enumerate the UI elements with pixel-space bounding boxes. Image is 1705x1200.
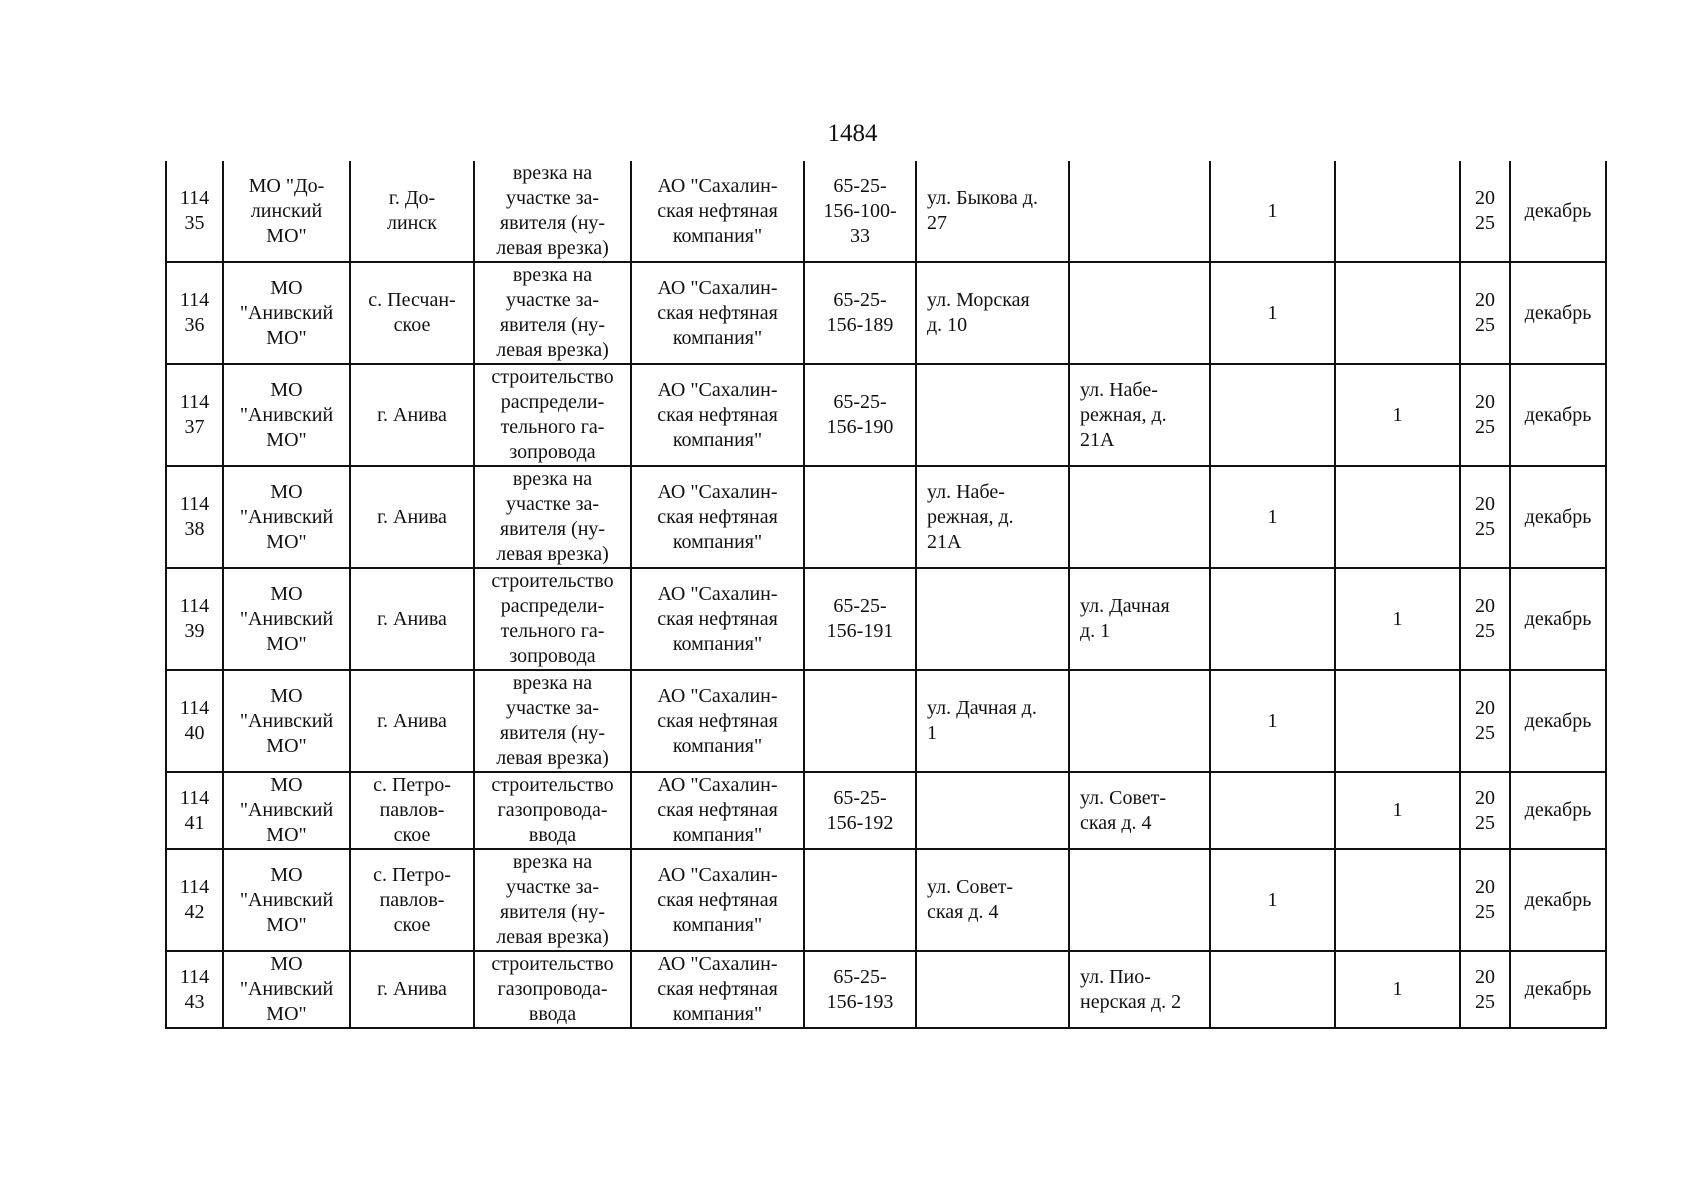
cell-address-a — [916, 772, 1069, 849]
cell-record-number — [166, 466, 223, 568]
cell-month — [1510, 670, 1606, 772]
cell-settlement — [350, 466, 474, 568]
cell-quantity-b-text: 1 — [1392, 403, 1403, 426]
cell-organization-text: АО "Сахалин- ская нефтяная компания" — [657, 582, 778, 655]
cell-address-a — [916, 849, 1069, 951]
cell-settlement-text: г. До- линск — [387, 187, 437, 234]
cell-month-text: декабрь — [1524, 505, 1592, 528]
cell-quantity-a-text: 1 — [1267, 505, 1278, 528]
cell-address-b — [1069, 849, 1210, 951]
cell-year — [1460, 568, 1510, 670]
cell-quantity-a-text: 1 — [1267, 199, 1278, 222]
cell-object-code-text: 65-25- 156-189 — [826, 289, 894, 336]
cell-record-number-text: 114 38 — [179, 493, 210, 540]
cell-quantity-a-text: 1 — [1267, 709, 1278, 732]
cell-municipality — [223, 161, 350, 262]
cell-month-text: декабрь — [1524, 978, 1592, 1000]
cell-record-number — [166, 772, 223, 849]
cell-organization-text: АО "Сахалин- ская нефтяная компания" — [657, 684, 778, 757]
cell-quantity-a — [1210, 364, 1335, 466]
cell-organization — [631, 466, 804, 568]
cell-work-type-text: врезка на участке за- явителя (ну- левая врезка) — [496, 162, 609, 259]
cell-record-number-text: 114 43 — [179, 965, 210, 1013]
table-row — [166, 161, 1606, 262]
cell-month-text: декабрь — [1524, 607, 1592, 630]
cell-month — [1510, 849, 1606, 951]
cell-address-b — [1069, 568, 1210, 670]
cell-settlement-text: г. Анива — [377, 403, 447, 426]
cell-record-number-text: 114 42 — [179, 876, 210, 923]
cell-month-text: декабрь — [1524, 403, 1592, 426]
cell-quantity-b — [1335, 849, 1460, 951]
cell-record-number-text: 114 36 — [179, 289, 210, 336]
cell-record-number-text: 114 39 — [179, 595, 210, 642]
cell-organization — [631, 849, 804, 951]
cell-municipality — [223, 466, 350, 568]
cell-address-a-text: ул. Совет- ская д. 4 — [927, 876, 1014, 923]
cell-record-number-text: 114 37 — [179, 391, 210, 438]
cell-object-code — [804, 262, 916, 364]
cell-work-type — [474, 568, 631, 670]
cell-record-number — [166, 951, 223, 1028]
cell-object-code — [804, 568, 916, 670]
cell-municipality-text: МО "Анивский МО" — [239, 684, 334, 757]
cell-object-code — [804, 849, 916, 951]
cell-organization — [631, 364, 804, 466]
cell-work-type — [474, 670, 631, 772]
cell-work-type-text: строительство газопровода- ввода — [491, 774, 614, 846]
cell-quantity-b — [1335, 568, 1460, 670]
cell-address-a-text: ул. Набе- режная, д. 21А — [927, 480, 1014, 553]
cell-work-type-text: врезка на участке за- явителя (ну- левая врезка) — [496, 264, 609, 361]
cell-organization — [631, 951, 804, 1028]
cell-quantity-b — [1335, 772, 1460, 849]
cell-object-code-text: 65-25- 156-190 — [826, 391, 894, 438]
cell-work-type — [474, 951, 631, 1028]
cell-organization-text: АО "Сахалин- ская нефтяная компания" — [657, 953, 778, 1025]
cell-record-number — [166, 161, 223, 262]
cell-municipality — [223, 772, 350, 849]
cell-address-a-text: ул. Дачная д. 1 — [927, 697, 1037, 744]
cell-year-text: 20 25 — [1475, 391, 1495, 438]
cell-address-b — [1069, 364, 1210, 466]
cell-organization — [631, 161, 804, 262]
table-row — [166, 849, 1606, 951]
cell-address-b — [1069, 161, 1210, 262]
cell-municipality — [223, 951, 350, 1028]
cell-work-type-text: строительство распредели- тельного га- зопровода — [491, 366, 614, 463]
cell-month-text: декабрь — [1524, 301, 1592, 324]
cell-address-a — [916, 161, 1069, 262]
cell-month — [1510, 161, 1606, 262]
cell-quantity-b — [1335, 670, 1460, 772]
cell-object-code — [804, 364, 916, 466]
cell-address-b — [1069, 670, 1210, 772]
cell-organization-text: АО "Сахалин- ская нефтяная компания" — [657, 174, 778, 247]
cell-record-number — [166, 568, 223, 670]
cell-work-type — [474, 262, 631, 364]
cell-address-b-text: ул. Дачная д. 1 — [1080, 595, 1170, 642]
cell-organization-text: АО "Сахалин- ская нефтяная компания" — [657, 774, 778, 846]
cell-object-code — [804, 466, 916, 568]
cell-object-code — [804, 772, 916, 849]
cell-object-code — [804, 161, 916, 262]
cell-municipality-text: МО "Анивский МО" — [239, 276, 334, 349]
table-row — [166, 568, 1606, 670]
table-row — [166, 364, 1606, 466]
table-row — [166, 670, 1606, 772]
cell-month-text: декабрь — [1524, 199, 1592, 222]
cell-work-type — [474, 772, 631, 849]
cell-settlement — [350, 849, 474, 951]
cell-year-text: 20 25 — [1475, 595, 1495, 642]
cell-settlement — [350, 670, 474, 772]
cell-settlement — [350, 951, 474, 1028]
cell-record-number — [166, 262, 223, 364]
cell-month-text: декабрь — [1524, 888, 1592, 911]
cell-object-code-text: 65-25- 156-191 — [826, 595, 894, 642]
cell-month — [1510, 951, 1606, 1028]
cell-object-code-text: 65-25- 156-192 — [826, 786, 894, 834]
cell-year-text: 20 25 — [1475, 786, 1495, 834]
cell-municipality-text: МО "Анивский МО" — [239, 582, 334, 655]
cell-quantity-b — [1335, 466, 1460, 568]
cell-year-text: 20 25 — [1475, 697, 1495, 744]
cell-record-number — [166, 849, 223, 951]
cell-address-a-text: ул. Быкова д. 27 — [927, 187, 1038, 234]
cell-organization-text: АО "Сахалин- ская нефтяная компания" — [657, 276, 778, 349]
cell-record-number-text: 114 35 — [179, 187, 210, 234]
cell-quantity-a — [1210, 568, 1335, 670]
cell-quantity-a-text: 1 — [1267, 888, 1278, 911]
cell-year-text: 20 25 — [1475, 493, 1495, 540]
cell-settlement-text: г. Анива — [377, 505, 447, 528]
cell-municipality — [223, 364, 350, 466]
cell-year — [1460, 670, 1510, 772]
cell-year-text: 20 25 — [1475, 876, 1495, 923]
cell-work-type-text: строительство распредели- тельного га- зопровода — [491, 570, 614, 667]
cell-record-number-text: 114 40 — [179, 697, 210, 744]
cell-month — [1510, 262, 1606, 364]
cell-work-type — [474, 161, 631, 262]
cell-settlement-text: г. Анива — [377, 978, 447, 1000]
cell-municipality-text: МО "Анивский МО" — [239, 953, 334, 1025]
cell-organization — [631, 568, 804, 670]
cell-month — [1510, 772, 1606, 849]
cell-settlement — [350, 262, 474, 364]
cell-organization-text: АО "Сахалин- ская нефтяная компания" — [657, 863, 778, 936]
cell-quantity-a-text: 1 — [1267, 301, 1278, 324]
cell-municipality — [223, 262, 350, 364]
cell-quantity-b — [1335, 951, 1460, 1028]
cell-year — [1460, 262, 1510, 364]
cell-municipality-text: МО "Анивский МО" — [239, 863, 334, 936]
cell-municipality-text: МО "До- линский МО" — [248, 174, 325, 247]
cell-quantity-b-text: 1 — [1392, 978, 1403, 1000]
cell-address-b-text: ул. Пио- нерская д. 2 — [1080, 965, 1182, 1013]
cell-municipality-text: МО "Анивский МО" — [239, 774, 334, 846]
cell-month — [1510, 466, 1606, 568]
cell-work-type-text: строительство газопровода- ввода — [491, 953, 614, 1025]
cell-quantity-a — [1210, 951, 1335, 1028]
cell-settlement — [350, 772, 474, 849]
cell-quantity-b — [1335, 364, 1460, 466]
cell-quantity-b — [1335, 262, 1460, 364]
cell-record-number — [166, 364, 223, 466]
cell-municipality-text: МО "Анивский МО" — [239, 378, 334, 451]
cell-object-code-text: 65-25- 156-100- 33 — [823, 174, 897, 247]
cell-record-number — [166, 670, 223, 772]
table-row — [166, 951, 1606, 1028]
cell-settlement — [350, 364, 474, 466]
cell-work-type-text: врезка на участке за- явителя (ну- левая врезка) — [496, 468, 609, 565]
cell-address-a — [916, 364, 1069, 466]
cell-address-a — [916, 466, 1069, 568]
cell-settlement-text: г. Анива — [377, 709, 447, 732]
cell-work-type-text: врезка на участке за- явителя (ну- левая врезка) — [496, 851, 609, 948]
cell-settlement-text: с. Петро- павлов- ское — [373, 863, 451, 936]
cell-settlement-text: с. Петро- павлов- ское — [373, 774, 451, 846]
cell-work-type — [474, 849, 631, 951]
cell-organization-text: АО "Сахалин- ская нефтяная компания" — [657, 480, 778, 553]
cell-settlement-text: г. Анива — [377, 607, 447, 630]
cell-year — [1460, 772, 1510, 849]
cell-year — [1460, 466, 1510, 568]
cell-organization-text: АО "Сахалин- ская нефтяная компания" — [657, 378, 778, 451]
cell-address-b — [1069, 466, 1210, 568]
cell-municipality — [223, 568, 350, 670]
table-row — [166, 466, 1606, 568]
cell-month — [1510, 568, 1606, 670]
page-number: 1484 — [827, 120, 878, 147]
cell-address-b-text: ул. Совет- ская д. 4 — [1080, 786, 1167, 834]
cell-settlement — [350, 568, 474, 670]
cell-object-code-text: 65-25- 156-193 — [826, 965, 894, 1013]
cell-organization — [631, 772, 804, 849]
table-row — [166, 772, 1606, 849]
cell-record-number-text: 114 41 — [179, 786, 210, 834]
table-row — [166, 262, 1606, 364]
cell-quantity-a — [1210, 466, 1335, 568]
cell-municipality — [223, 670, 350, 772]
gas-connection-table — [165, 161, 1607, 1029]
cell-municipality — [223, 849, 350, 951]
cell-organization — [631, 262, 804, 364]
cell-year-text: 20 25 — [1475, 289, 1495, 336]
cell-address-a — [916, 951, 1069, 1028]
cell-object-code — [804, 951, 916, 1028]
cell-year-text: 20 25 — [1475, 965, 1495, 1013]
cell-object-code — [804, 670, 916, 772]
cell-quantity-a — [1210, 262, 1335, 364]
cell-address-b — [1069, 772, 1210, 849]
cell-quantity-a — [1210, 849, 1335, 951]
cell-quantity-b — [1335, 161, 1460, 262]
cell-year — [1460, 161, 1510, 262]
cell-address-b — [1069, 262, 1210, 364]
cell-address-b — [1069, 951, 1210, 1028]
cell-quantity-a — [1210, 161, 1335, 262]
cell-month — [1510, 364, 1606, 466]
cell-municipality-text: МО "Анивский МО" — [239, 480, 334, 553]
cell-work-type — [474, 466, 631, 568]
cell-address-a — [916, 670, 1069, 772]
cell-work-type — [474, 364, 631, 466]
cell-month-text: декабрь — [1524, 799, 1592, 821]
cell-address-a — [916, 262, 1069, 364]
table-body — [166, 161, 1606, 1028]
cell-settlement — [350, 161, 474, 262]
cell-year-text: 20 25 — [1475, 187, 1495, 234]
cell-year — [1460, 364, 1510, 466]
cell-month-text: декабрь — [1524, 709, 1592, 732]
cell-address-a — [916, 568, 1069, 670]
cell-settlement-text: с. Песчан- ское — [368, 289, 456, 336]
cell-quantity-b-text: 1 — [1392, 607, 1403, 630]
cell-quantity-a — [1210, 772, 1335, 849]
cell-address-a-text: ул. Морская д. 10 — [927, 289, 1030, 336]
cell-organization — [631, 670, 804, 772]
cell-quantity-b-text: 1 — [1392, 799, 1403, 821]
cell-year — [1460, 951, 1510, 1028]
cell-quantity-a — [1210, 670, 1335, 772]
cell-address-b-text: ул. Набе- режная, д. 21А — [1080, 378, 1167, 451]
cell-work-type-text: врезка на участке за- явителя (ну- левая врезка) — [496, 672, 609, 769]
cell-year — [1460, 849, 1510, 951]
